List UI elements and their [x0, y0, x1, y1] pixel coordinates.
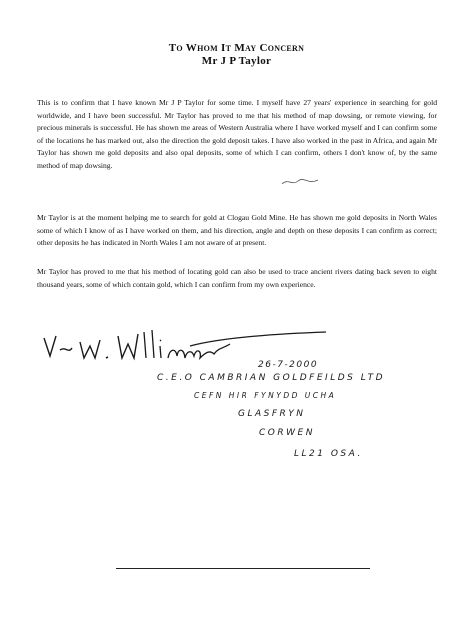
address-line-1: CEFN HIR FYNYDD UCHA: [194, 391, 337, 400]
letter-heading: To Whom It May Concern: [168, 42, 305, 54]
paragraph-1: This is to confirm that I have known Mr J P Taylor for some time. I myself have 27 years' experience in searching for gold worldwide, and I have been successful. Mr Taylor has proved to me that his method of map dowsing, or remote viewing, for precious minerals is successful. He has shown me areas of Western Australia where I have worked myself and I can confirm some of the locations he has marked out, also the direction the gold deposit takes. I have also worked in the past in Africa, and again Mr Taylor has shown me gold deposits and also opal deposits, some of which I can confirm, others I don't know of, by the same method of map dowsing.: [37, 98, 437, 170]
paragraph-2: Mr Taylor is at the moment helping me to search for gold at Clogau Gold Mine. He has shown me gold deposits in North Wales some of which I know of as I have worked on them, and his direction, angle and depth on these deposits I can confirm as correct; other deposits he has indicated in North Wales I am not aware of at present.: [37, 213, 437, 248]
letter-subject: Mr J P Taylor: [201, 55, 272, 67]
address-postcode: LL21 OSA.: [294, 449, 363, 459]
paragraph-3: Mr Taylor has proved to me that his method of locating gold can also be used to trace ancient rivers dating back seven to eight thousand years, some of which contain gold, which I can confirm from my own experience.: [37, 267, 437, 289]
footer-rule: [116, 568, 370, 569]
margin-scribble: [280, 176, 320, 188]
address-line-3: CORWEN: [259, 428, 315, 438]
address-line-2: GLASFRYN: [238, 409, 306, 419]
signer-title: C.E.O CAMBRIAN GOLDFEILDS LTD: [157, 373, 386, 383]
signature-date: 26-7-2000: [258, 360, 319, 370]
